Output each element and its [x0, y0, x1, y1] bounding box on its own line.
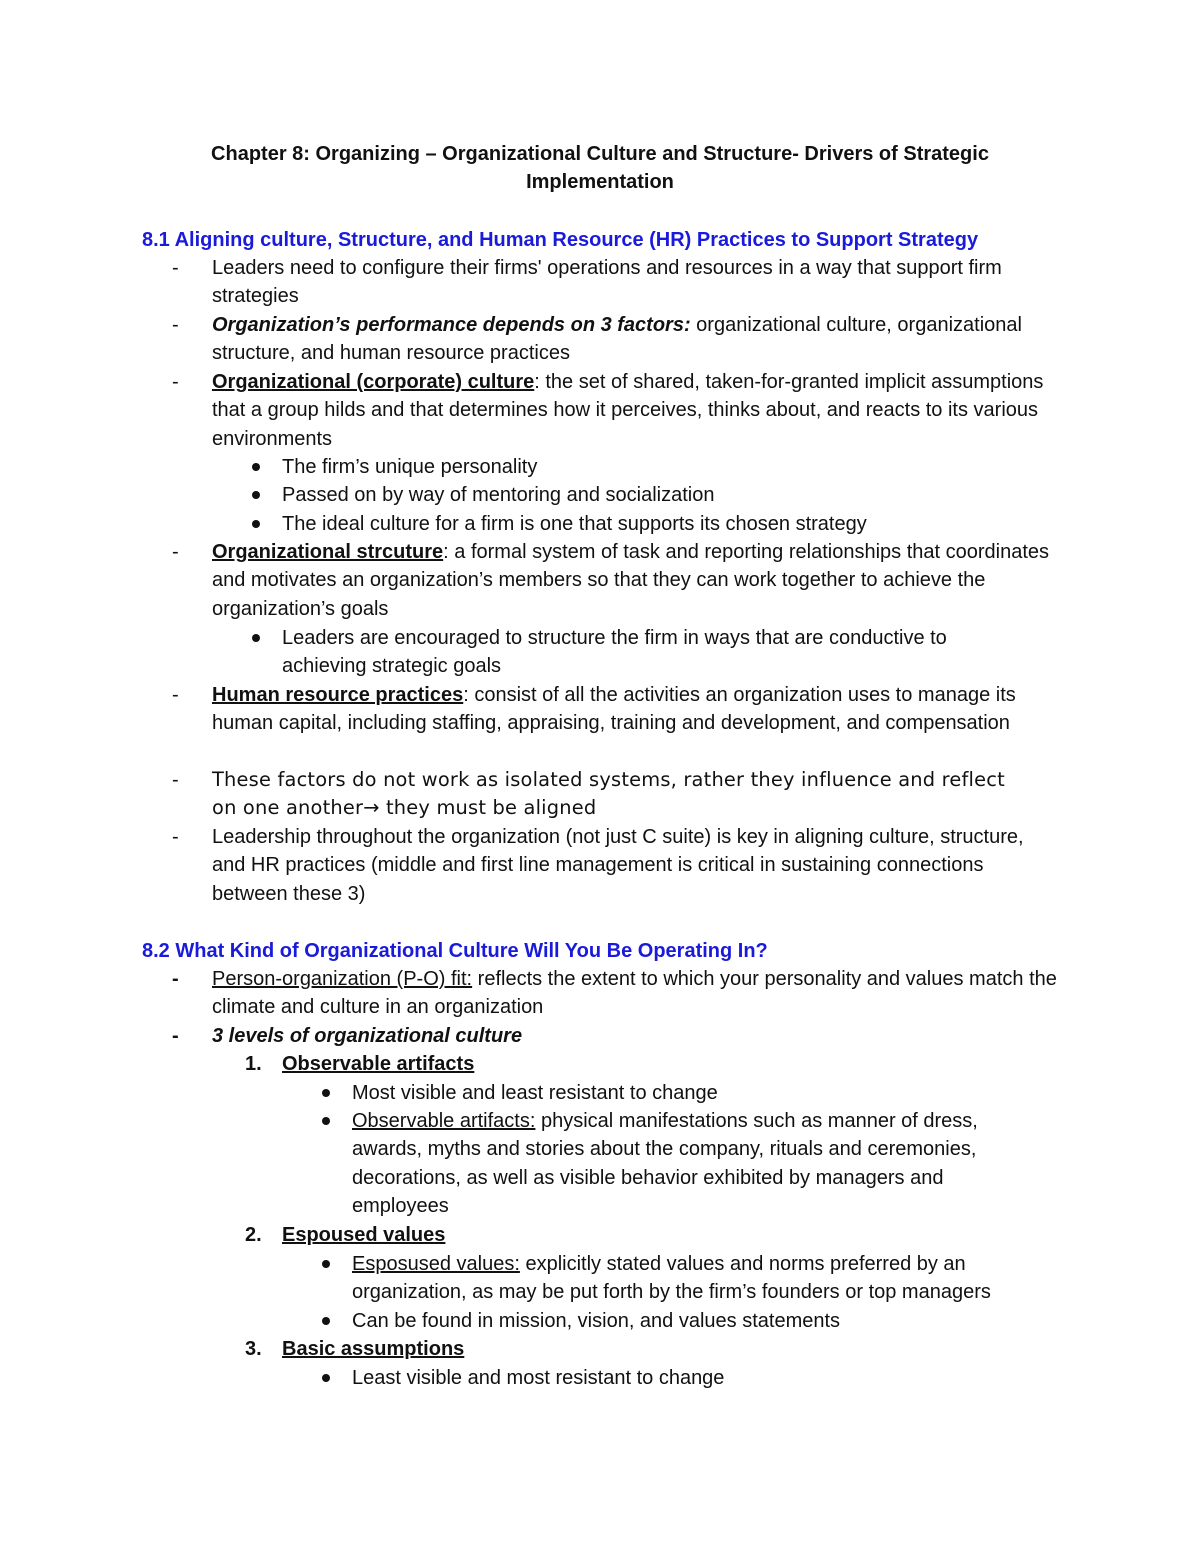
item-term: Person-organization (P-O) fit: — [212, 968, 473, 990]
bullet-icon — [252, 634, 260, 642]
section-heading-8-2: 8.2 What Kind of Organizational Culture Will You Be Operating In? — [142, 940, 768, 962]
list-dash: - — [172, 968, 179, 990]
item-text: Leaders need to configure their firms' operations and resources in a way that support firm strategies — [212, 257, 1002, 308]
level-name: Espoused values — [282, 1224, 446, 1246]
item-text: explicitly stated values and norms preferred by an organization, as may be put forth by the firm’s founders or top managers — [352, 1253, 991, 1304]
list-number: 3. — [245, 1338, 262, 1360]
list-item — [212, 1022, 1062, 1050]
item-text: organizational culture, organizational structure, and human resource practices — [212, 314, 1022, 365]
item-term: Observable artifacts: — [352, 1110, 536, 1132]
list-item — [352, 1250, 1062, 1307]
list-item: Passed on by way of mentoring and socialization — [282, 484, 715, 506]
list-number: 1. — [245, 1053, 262, 1075]
item-text: reflects the extent to which your personality and values match the climate and culture in an organization — [212, 968, 1057, 1019]
bullet-icon — [322, 1374, 330, 1382]
bullet-icon — [322, 1089, 330, 1097]
list-dash: - — [172, 257, 179, 279]
list-item: Least visible and most resistant to change — [352, 1367, 725, 1389]
item-text: Leadership throughout the organization (not just C suite) is key in aligning culture, structure, and HR practices (middle and first line management is critical in sustaining connections between these 3) — [212, 826, 1024, 905]
list-item — [212, 254, 1062, 311]
list-dash: - — [172, 826, 179, 848]
item-text: : the set of shared, taken-for-granted implicit assumptions that a group hilds and that determines how it perceives, thinks about, and reacts to its various environments — [212, 371, 1044, 450]
bullet-icon — [322, 1317, 330, 1325]
list-item — [352, 1107, 1042, 1221]
list-item — [212, 368, 1062, 453]
list-item: Leaders are encouraged to structure the firm in ways that are conductive to achieving strategic goals — [282, 627, 947, 678]
item-lead: Organization’s performance depends on 3 factors: — [212, 314, 691, 336]
item-term: Human resource practices — [212, 684, 464, 706]
list-item — [212, 823, 1062, 908]
level-name: Basic assumptions — [282, 1338, 465, 1360]
page-title: Chapter 8: Organizing – Organizational Culture and Structure- Drivers of Strategic Implementation — [211, 143, 989, 193]
list-item: These factors do not work as isolated systems, rather they influence and reflect on one another→ they must be aligned — [212, 768, 1005, 820]
item-term: Organizational (corporate) culture — [212, 371, 535, 393]
list-dash: - — [172, 684, 179, 706]
list-item: Can be found in mission, vision, and values statements — [352, 1310, 841, 1332]
item-lead: 3 levels of organizational culture — [212, 1025, 523, 1047]
list-number: 2. — [245, 1224, 262, 1246]
list-item — [212, 965, 1062, 1022]
item-text: physical manifestations such as manner of dress, awards, myths and stories about the company, rituals and ceremonies, decorations, as well as visible behavior exhibited by managers and employees — [352, 1110, 978, 1218]
bullet-icon — [322, 1117, 330, 1125]
list-dash: - — [172, 314, 179, 336]
bullet-icon — [252, 463, 260, 471]
item-term: Esposused values: — [352, 1253, 520, 1275]
list-dash: - — [172, 371, 179, 393]
list-dash: - — [172, 1025, 179, 1047]
level-name: Observable artifacts — [282, 1053, 475, 1075]
list-item: The ideal culture for a firm is one that supports its chosen strategy — [282, 513, 867, 535]
item-text: : a formal system of task and reporting relationships that coordinates and motivates an organization’s members so that they can work together to achieve the organization’s goals — [212, 541, 1050, 620]
item-term: Organizational strcuture — [212, 541, 444, 563]
bullet-icon — [252, 491, 260, 499]
item-text: : consist of all the activities an organization uses to manage its human capital, including staffing, appraising, training and development, and compensation — [212, 684, 1016, 735]
list-dash: - — [172, 541, 179, 563]
list-item — [212, 538, 1062, 623]
list-item: The firm’s unique personality — [282, 456, 538, 478]
list-item — [212, 311, 1062, 368]
section-heading-8-1: 8.1 Aligning culture, Structure, and Human Resource (HR) Practices to Support Strategy — [142, 229, 979, 251]
list-dash: - — [172, 769, 179, 791]
bullet-icon — [252, 520, 260, 528]
bullet-icon — [322, 1260, 330, 1268]
list-item — [212, 681, 1062, 738]
list-item: Most visible and least resistant to change — [352, 1082, 718, 1104]
